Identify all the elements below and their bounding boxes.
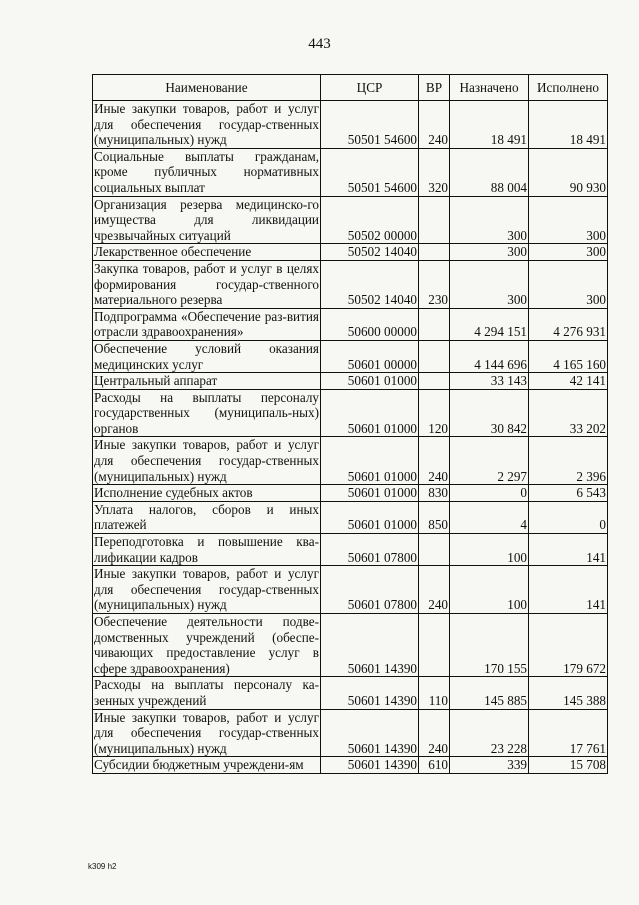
cell-assigned: 33 143: [450, 373, 529, 390]
cell-vr: 240: [419, 437, 450, 485]
table-row: [93, 340, 608, 372]
cell-assigned: 300: [450, 196, 529, 244]
cell-name: Субсидии бюджетным учреждени-ям: [93, 757, 321, 774]
cell-vr: [419, 308, 450, 340]
cell-assigned: 23 228: [450, 709, 529, 757]
header-assigned: Назначено: [450, 75, 529, 101]
cell-name: Подпрограмма «Обеспечение раз-вития отрасли здравоохранения»: [94, 308, 319, 340]
cell-vr: [419, 340, 450, 372]
cell-assigned: 0: [450, 485, 529, 502]
cell-name: Иные закупки товаров, работ и услуг для обеспечения государ-ственных (муниципальных) нужд: [94, 437, 319, 484]
cell-assigned: 300: [450, 244, 529, 261]
cell-csr: 50601 07800: [321, 534, 419, 566]
cell-csr: 50601 14390: [321, 614, 419, 677]
cell-assigned: 4: [450, 501, 529, 533]
table-row: [93, 260, 608, 308]
cell-assigned: 170 155: [450, 614, 529, 677]
cell-csr: 50502 14040: [321, 260, 419, 308]
cell-executed: 0: [529, 501, 608, 533]
table-header-row: [93, 75, 608, 101]
cell-name: Лекарственное обеспечение: [93, 244, 321, 261]
cell-vr: 240: [419, 101, 450, 149]
cell-assigned: 145 885: [450, 677, 529, 709]
cell-name: Центральный аппарат: [93, 373, 321, 390]
footer-code: k309 h2: [88, 862, 117, 871]
header-csr: ЦСР: [321, 75, 419, 101]
cell-executed: 4 165 160: [529, 340, 608, 372]
cell-assigned: 300: [450, 260, 529, 308]
cell-executed: 90 930: [529, 148, 608, 196]
table-row: [93, 677, 608, 709]
cell-name: Социальные выплаты гражданам, кроме публичных нормативных социальных выплат: [94, 148, 319, 195]
table-row: [93, 308, 608, 340]
cell-assigned: 2 297: [450, 437, 529, 485]
cell-csr: 50601 01000: [321, 373, 419, 390]
cell-assigned: 100: [450, 566, 529, 614]
cell-csr: 50601 14390: [321, 757, 419, 774]
cell-vr: 240: [419, 709, 450, 757]
budget-table: [92, 74, 608, 774]
cell-executed: 4 276 931: [529, 308, 608, 340]
table-row: [93, 437, 608, 485]
cell-name: Иные закупки товаров, работ и услуг для обеспечения государ-ственных (муниципальных) нужд: [94, 101, 319, 148]
cell-csr: 50601 01000: [321, 389, 419, 437]
cell-name: Организация резерва медицинско-го имущества для ликвидации чрезвычайных ситуаций: [94, 196, 319, 243]
cell-name: Уплата налогов, сборов и иных платежей: [94, 501, 319, 533]
cell-assigned: 339: [450, 757, 529, 774]
table-row: [93, 709, 608, 757]
cell-name: Переподготовка и повышение ква-лификации кадров: [94, 534, 319, 565]
cell-assigned: 30 842: [450, 389, 529, 437]
cell-assigned: 100: [450, 534, 529, 566]
cell-executed: 18 491: [529, 101, 608, 149]
cell-vr: 320: [419, 148, 450, 196]
cell-csr: 50601 01000: [321, 485, 419, 502]
cell-name: Обеспечение деятельности подве-домственных учреждений (обеспе-чивающих предоставление услуг в сфере здравоохранения): [94, 614, 319, 676]
cell-name: Расходы на выплаты персоналу государственных (муниципаль-ных) органов: [94, 389, 319, 436]
cell-csr: 50601 01000: [321, 437, 419, 485]
cell-executed: 17 761: [529, 709, 608, 757]
cell-vr: [419, 373, 450, 390]
cell-name: Иные закупки товаров, работ и услуг для обеспечения государ-ственных (муниципальных) нужд: [94, 709, 319, 756]
cell-csr: 50501 54600: [321, 148, 419, 196]
cell-csr: 50601 00000: [321, 340, 419, 372]
table-row: [93, 501, 608, 533]
header-executed: Исполнено: [529, 75, 608, 101]
table-row: [93, 534, 608, 566]
cell-executed: 179 672: [529, 614, 608, 677]
cell-name: Обеспечение условий оказания медицинских услуг: [94, 340, 319, 372]
cell-vr: 230: [419, 260, 450, 308]
table-row: [93, 148, 608, 196]
table-row: [93, 389, 608, 437]
cell-executed: 300: [529, 260, 608, 308]
table-row: [93, 373, 608, 390]
table-row: [93, 757, 608, 774]
cell-executed: 42 141: [529, 373, 608, 390]
cell-vr: [419, 614, 450, 677]
cell-executed: 15 708: [529, 757, 608, 774]
cell-vr: 850: [419, 501, 450, 533]
cell-csr: 50502 14040: [321, 244, 419, 261]
cell-vr: 610: [419, 757, 450, 774]
table-row: [93, 485, 608, 502]
cell-executed: 33 202: [529, 389, 608, 437]
cell-name: Исполнение судебных актов: [93, 485, 321, 502]
table-row: [93, 614, 608, 677]
cell-vr: 120: [419, 389, 450, 437]
cell-name: Иные закупки товаров, работ и услуг для обеспечения государ-ственных (муниципальных) нужд: [94, 566, 319, 613]
cell-assigned: 4 144 696: [450, 340, 529, 372]
table-row: [93, 566, 608, 614]
cell-executed: 141: [529, 566, 608, 614]
cell-csr: 50502 00000: [321, 196, 419, 244]
cell-executed: 145 388: [529, 677, 608, 709]
cell-executed: 141: [529, 534, 608, 566]
table-row: [93, 101, 608, 149]
cell-assigned: 88 004: [450, 148, 529, 196]
table-row: [93, 244, 608, 261]
cell-vr: 110: [419, 677, 450, 709]
cell-executed: 300: [529, 244, 608, 261]
cell-csr: 50601 14390: [321, 709, 419, 757]
cell-csr: 50601 07800: [321, 566, 419, 614]
page-number: 443: [308, 36, 331, 52]
cell-vr: [419, 534, 450, 566]
cell-csr: 50601 14390: [321, 677, 419, 709]
cell-vr: 830: [419, 485, 450, 502]
cell-vr: [419, 244, 450, 261]
cell-vr: 240: [419, 566, 450, 614]
table-row: [93, 196, 608, 244]
header-name: Наименование: [93, 75, 321, 101]
cell-name: Расходы на выплаты персоналу ка-зенных учреждений: [94, 677, 319, 708]
cell-executed: 6 543: [529, 485, 608, 502]
cell-executed: 300: [529, 196, 608, 244]
cell-executed: 2 396: [529, 437, 608, 485]
cell-vr: [419, 196, 450, 244]
cell-assigned: 18 491: [450, 101, 529, 149]
cell-csr: 50601 01000: [321, 501, 419, 533]
cell-assigned: 4 294 151: [450, 308, 529, 340]
cell-name: Закупка товаров, работ и услуг в целях формирования государ-ственного материального резерва: [94, 260, 319, 308]
cell-csr: 50600 00000: [321, 308, 419, 340]
header-vr: ВР: [419, 75, 450, 101]
cell-csr: 50501 54600: [321, 101, 419, 149]
